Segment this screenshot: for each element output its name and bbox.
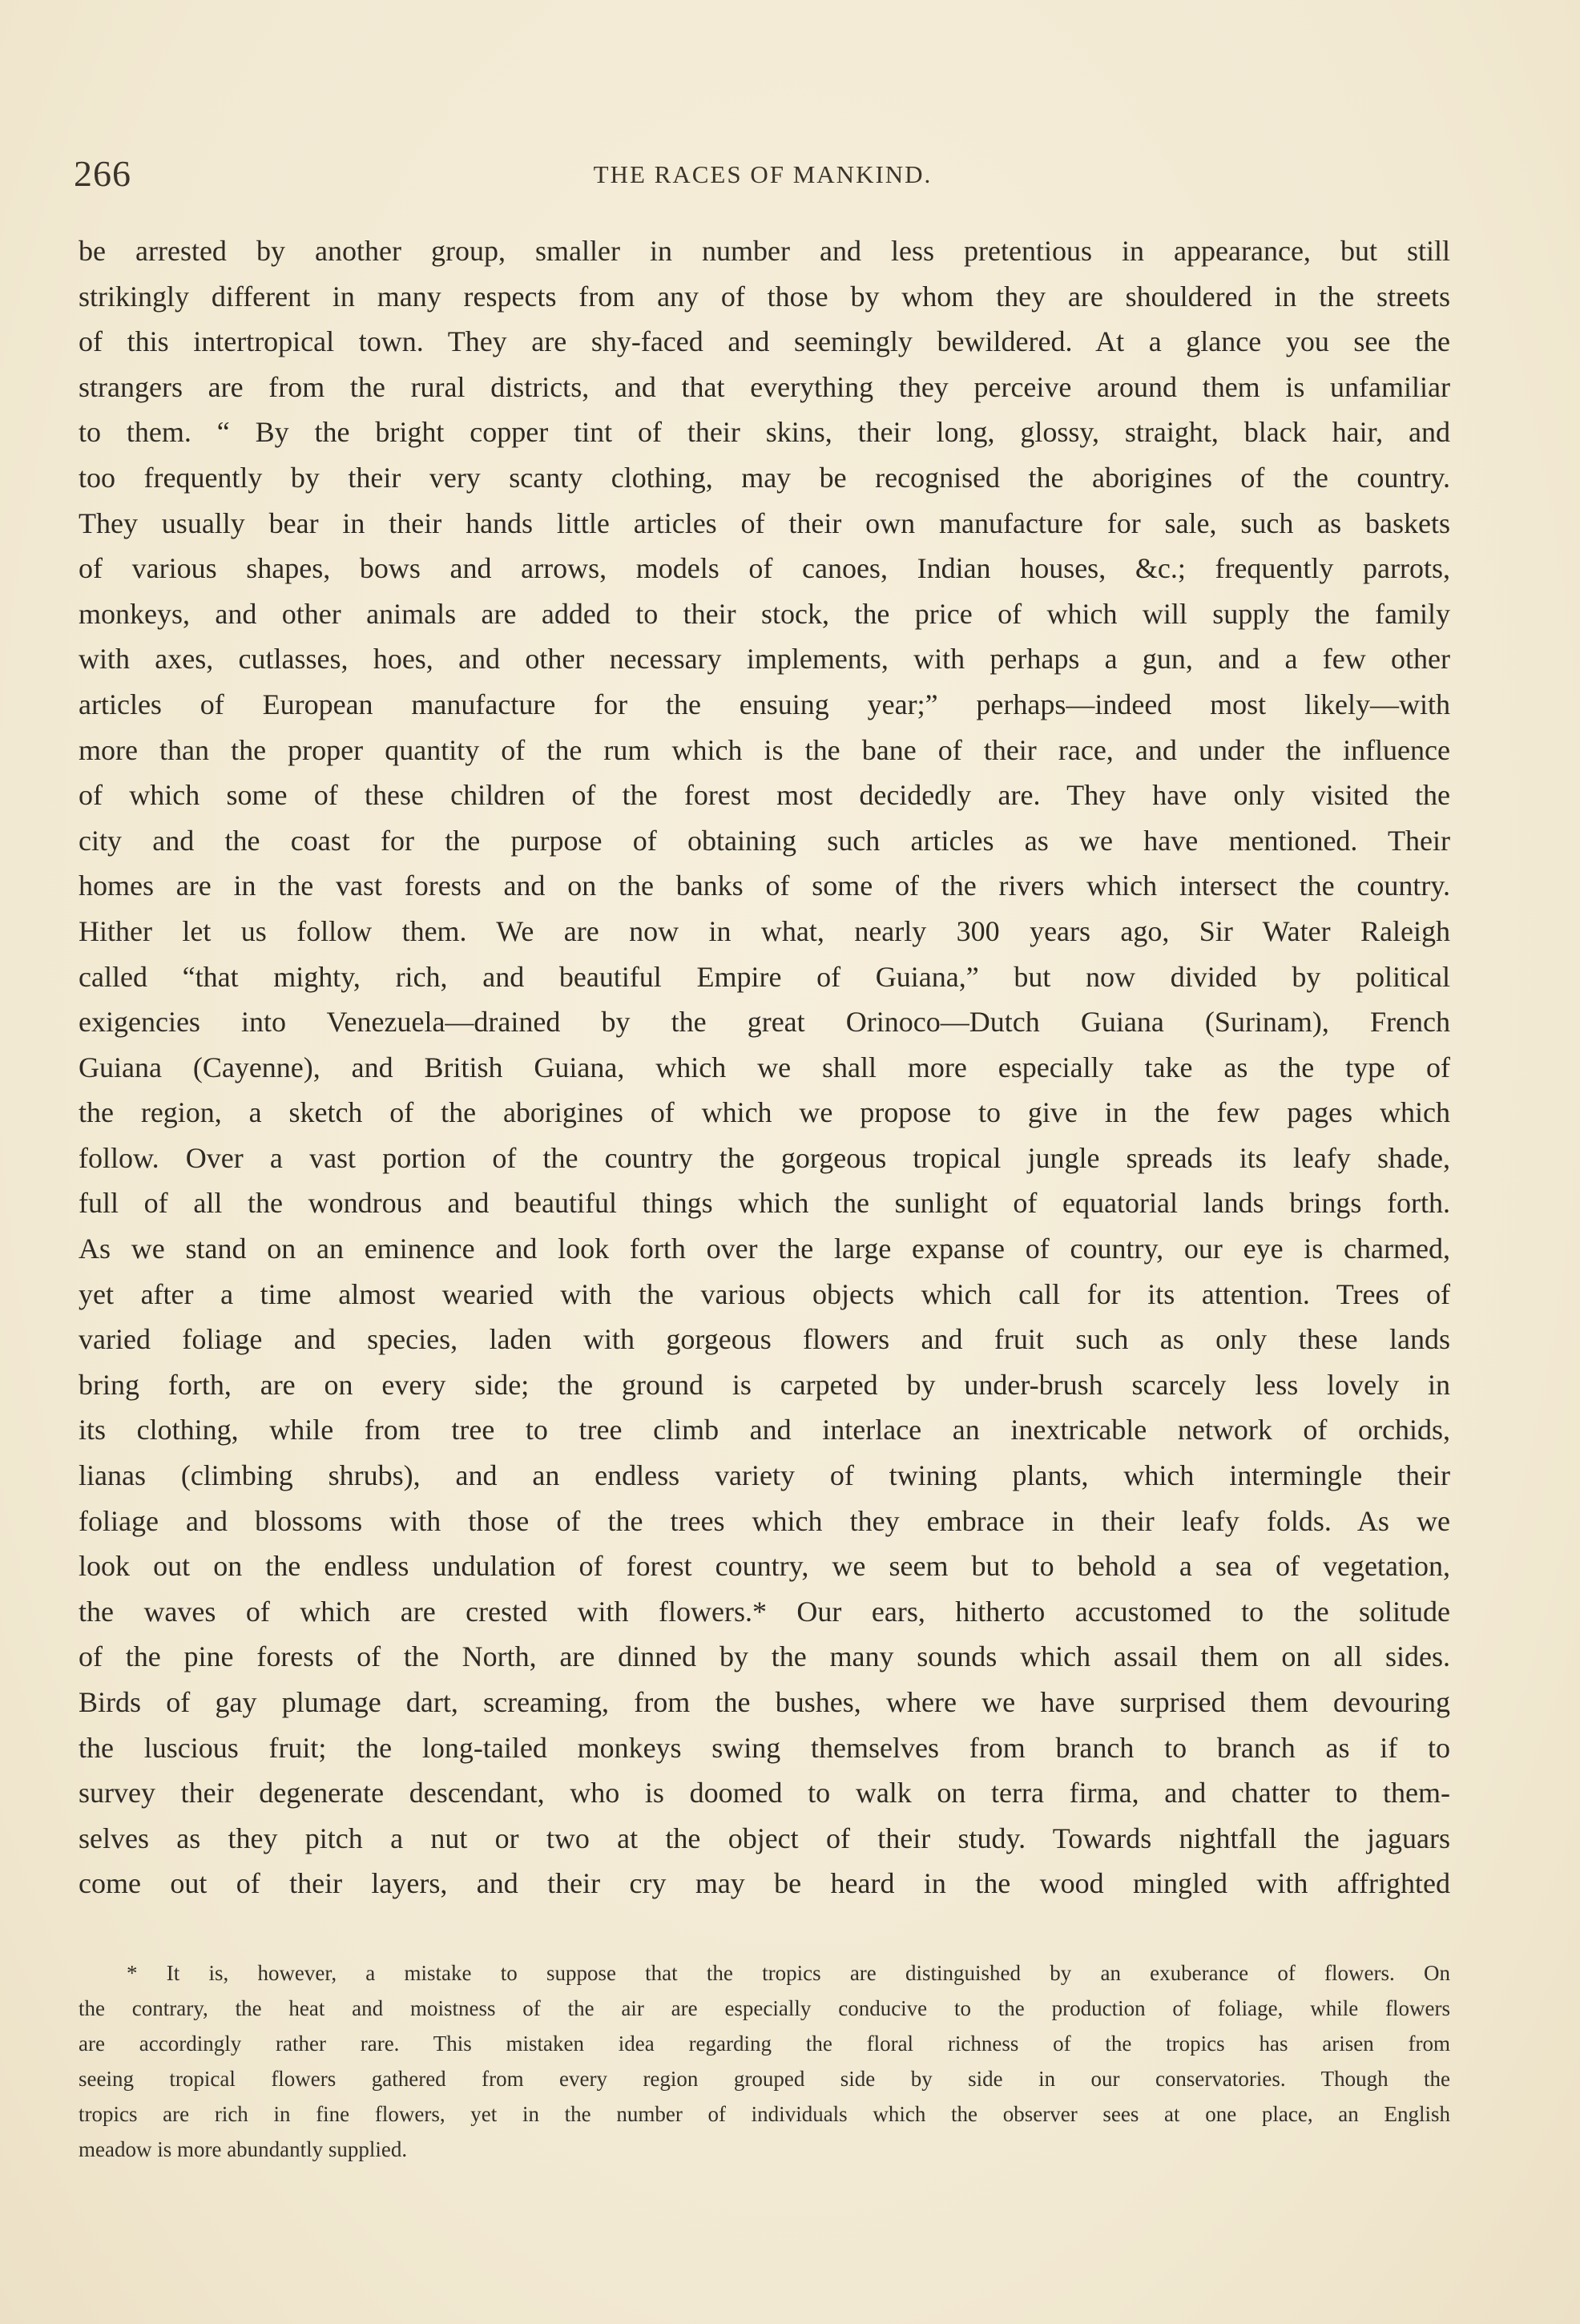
text-line: look out on the endless undulation of forest country, we seem but to behold a sea of vegetation, (79, 1550, 1450, 1583)
text-line: Hither let us follow them. We are now in what, nearly 300 years ago, Sir Water Raleigh (79, 914, 1450, 947)
text-line: Guiana (Cayenne), and British Guiana, which we shall more especially take as the type of (79, 1051, 1450, 1083)
text-line: with axes, cutlasses, hoes, and other necessary implements, with perhaps a gun, and a few other (79, 643, 1450, 676)
footnote-line: meadow is more abundantly supplied. (79, 2137, 408, 2161)
text-line: homes are in the vast forests and on the banks of some of the rivers which intersect the country. (79, 869, 1450, 902)
text-line: selves as they pitch a nut or two at the object of their study. Towards nightfall the jaguars (79, 1822, 1450, 1854)
text-line: foliage and blossoms with those of the trees which they embrace in their leafy folds. As we (79, 1504, 1450, 1537)
footnote-line: are accordingly rather rare. This mistaken idea regarding the floral richness of the tropics has arisen from (79, 2031, 1450, 2056)
footnote-line: tropics are rich in fine flowers, yet in the number of individuals which the observer sees at one place, an English (79, 2102, 1450, 2126)
text-line: called “that mighty, rich, and beautiful Empire of Guiana,” but now divided by political (79, 960, 1450, 993)
footnote-line: seeing tropical flowers gathered from every region grouped side by side in our conservatories. Though the (79, 2067, 1450, 2091)
text-line: be arrested by another group, smaller in number and less pretentious in appearance, but still (79, 235, 1450, 267)
text-line: come out of their layers, and their cry may be heard in the wood mingled with affrighted (79, 1867, 1450, 1900)
text-line: As we stand on an eminence and look forth over the large expanse of country, our eye is charmed, (79, 1233, 1450, 1265)
text-line: the luscious fruit; the long-tailed monkeys swing themselves from branch to branch as if to (79, 1731, 1450, 1764)
text-line: varied foliage and species, laden with gorgeous flowers and fruit such as only these lands (79, 1323, 1450, 1356)
text-line: They usually bear in their hands little articles of their own manufacture for sale, such as baskets (79, 506, 1450, 539)
text-line: of various shapes, bows and arrows, models of canoes, Indian houses, &c.; frequently parrots, (79, 552, 1450, 585)
text-line: of which some of these children of the forest most decidedly are. They have only visited the (79, 779, 1450, 812)
text-line: to them. “ By the bright copper tint of their skins, their long, glossy, straight, black hair, and (79, 416, 1450, 449)
text-line: follow. Over a vast portion of the country the gorgeous tropical jungle spreads its leafy shade, (79, 1141, 1450, 1174)
footnote-line: the contrary, the heat and moistness of the air are especially conducive to the production of foliage, while flowers (79, 1996, 1450, 2020)
footnote-line: * It is, however, a mistake to suppose that the tropics are distinguished by an exuberance of flowers. On (127, 1961, 1450, 1985)
text-line: more than the proper quantity of the rum which is the bane of their race, and under the influence (79, 733, 1450, 766)
text-line: strikingly different in many respects from any of those by whom they are shouldered in the streets (79, 280, 1450, 313)
text-line: bring forth, are on every side; the ground is carpeted by under-brush scarcely less lovely in (79, 1368, 1450, 1401)
text-line: articles of European manufacture for the ensuing year;” perhaps—indeed most likely—with (79, 688, 1450, 720)
text-line: of the pine forests of the North, are dinned by the many sounds which assail them on all sides. (79, 1640, 1450, 1673)
text-line: monkeys, and other animals are added to their stock, the price of which will supply the family (79, 597, 1450, 630)
text-line: of this intertropical town. They are shy-faced and seemingly bewildered. At a glance you see the (79, 325, 1450, 358)
text-line: too frequently by their very scanty clothing, may be recognised the aborigines of the country. (79, 461, 1450, 494)
text-line: the waves of which are crested with flowers.* Our ears, hitherto accustomed to the solitude (79, 1595, 1450, 1628)
text-line: the region, a sketch of the aborigines of which we propose to give in the few pages which (79, 1096, 1450, 1129)
page-header (74, 152, 1452, 200)
body-text (79, 228, 1450, 1906)
text-line: full of all the wondrous and beautiful things which the sunlight of equatorial lands brings forth. (79, 1187, 1450, 1220)
text-line: Birds of gay plumage dart, screaming, from the bushes, where we have surprised them devouring (79, 1686, 1450, 1718)
text-line: survey their degenerate descendant, who is doomed to walk on terra firma, and chatter to them- (79, 1777, 1450, 1810)
footnotes (79, 1955, 1450, 2167)
text-line: its clothing, while from tree to tree climb and interlace an inextricable network of orchids, (79, 1414, 1450, 1446)
running-head: THE RACES OF MANKIND. (593, 160, 933, 188)
text-line: strangers are from the rural districts, and that everything they perceive around them is unfamiliar (79, 370, 1450, 403)
text-line: city and the coast for the purpose of obtaining such articles as we have mentioned. Their (79, 824, 1450, 857)
text-line: lianas (climbing shrubs), and an endless variety of twining plants, which intermingle their (79, 1459, 1450, 1492)
page-number: 266 (74, 153, 131, 194)
text-line: exigencies into Venezuela—drained by the great Orinoco—Dutch Guiana (Surinam), French (79, 1006, 1450, 1039)
text-line: yet after a time almost wearied with the various objects which call for its attention. Trees of (79, 1277, 1450, 1310)
